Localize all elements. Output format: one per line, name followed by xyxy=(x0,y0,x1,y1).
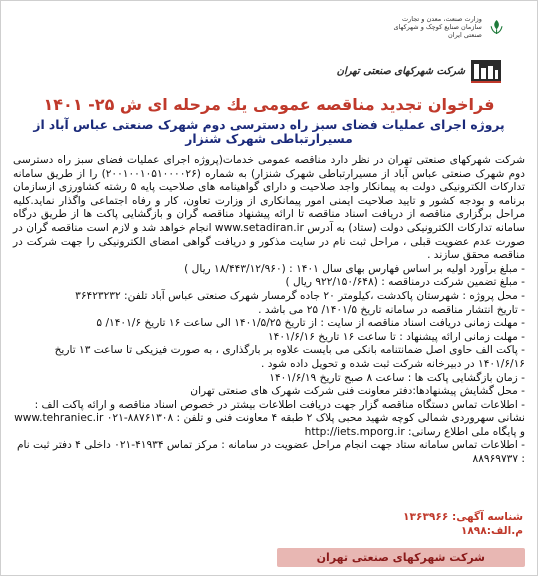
notice-subtitle: پروژه اجرای عملیات فضای سبز راه دسترسی دوم شهرک صنعتی عباس آباد از مسیرارتباطی شهرک شنزار xyxy=(33,118,505,146)
logo-area xyxy=(11,1,527,93)
company-logo-text: شرکت شهرکهای صنعتی تهران xyxy=(336,65,465,77)
item-setad-contact: - اطلاعات تماس سامانه ستاد جهت انجام مراحل عضویت در سامانه : مرکز تماس ۴۱۹۳۴-۰۲۱ داخلی ۴ دفتر ثبت نام : ۸۸۹۶۹۷۳۷ xyxy=(16,439,525,466)
item-contact-info: - اطلاعات تماس دستگاه مناقصه گزار جهت دریافت اطلاعات بیشتر در خصوص اسناد مناقصه و ارائه پاکت الف : نشانی سهروردی شمالی کوچه شهید محبی پلاک ۲ طبقه ۴ معاونت فنی و تلفن : ۸۸۷۶۱۳۰۸-۰۲۱ www.tehraniec.ir و پایگاه ملی اطلاع رسانی: http://iets.mporg.ir xyxy=(14,398,525,438)
notice-title: فراخوان تجدید مناقصه عمومی یك مرحله ای ش ۲۵- ۱۴۰۱ xyxy=(43,95,495,114)
notice-footer xyxy=(277,511,525,567)
item-document-deadline: - مهلت زمانی دریافت اسناد مناقصه از سایت : از تاریخ ۱۴۰۱/۵/۲۵ الی ساعت ۱۶ تاریخ ۱۴۰۱/۶/ ۵ xyxy=(96,317,525,330)
ministry-line-1: وزارت صنعت، معدن و تجارت xyxy=(401,15,482,23)
item-opening-time: - زمان بازگشایی پاکت ها : ساعت ۸ صبح تاریخ ۱۴۰۱/۶/۱۹ xyxy=(269,371,525,384)
ad-id: شناسه آگهی: ۱۳۶۳۹۶۶ xyxy=(403,511,523,523)
company-logo-icon xyxy=(469,54,503,88)
notice-items xyxy=(11,263,527,467)
company-logo xyxy=(337,53,503,89)
ref-number: م.الف:۱۸۹۸ xyxy=(460,524,523,537)
ministry-line-2: سازمان صنایع کوچک و شهرکهای صنعتی ایران xyxy=(393,23,482,39)
ministry-logo xyxy=(385,7,505,47)
item-opening-place: - محل گشایش پیشنهادها:دفتر معاونت فنی شرکت شهرک های صنعتی تهران xyxy=(190,385,525,398)
ministry-text xyxy=(385,15,482,39)
iran-emblem-icon xyxy=(488,16,505,38)
item-estimate: - مبلغ برآورد اولیه بر اساس فهارس بهای سال ۱۴۰۱ : (۱۸/۴۴۳/۱۲/۹۶۰ ریال ) xyxy=(184,262,525,275)
item-guarantee: - مبلغ تضمین شرکت درمناقصه : (۹۲۲/۱۵۰/۶۴۸ ریال ) xyxy=(285,276,525,289)
item-publish-date: - تاریخ انتشار مناقصه در سامانه تاریخ ۱۴۰۱/۵/ ۲۵ می باشد . xyxy=(258,303,525,316)
item-envelope-a: - پاکت الف حاوی اصل ضمانتنامه بانکی می بایست علاوه بر بارگذاری ، به صورت فیزیکی تا ساعت ۱۳ تاریخ ۱۴۰۱/۶/۱۶ در دبیرخانه شرکت ثبت شده و تحویل داده شود . xyxy=(54,344,525,370)
item-location: - محل پروژه : شهرستان پاکدشت ،کیلومتر ۲۰ جاده گرمسار شهرک صنعتی عباس آباد تلفن: ۳۶۴۲۳۲۳۲ xyxy=(75,289,525,302)
notice-intro: شرکت شهرکهای صنعتی تهران در نظر دارد مناقصه عمومی خدمات(پروژه اجرای عملیات فضای سبز راه دسترسی دوم شهرک صنعتی عباس آباد از مسیرارتباطی شهرک شنزار) به شماره (۲۰۰۱۰۰۱۰۵۱۰۰۰۰۲۶) را از طریق سامانه تدارکات الکترونیکی دولت به پیمانکار واجد صلاحیت و دارای گواهینامه های صلاحیت پایه ۵ رشته کشاورزی ازسازمان برنامه و بودجه کشور و تایید صلاحیت ایمنی امور پیمانکاری از وزارت تعاون، کار و رفاه اجتماعی واگذار نماید.کلیه مراحل برگزاری مناقصه از دریافت اسناد مناقصه تا ارائه پیشنهاد مناقصه گران و بازگشایی پاکت ها از طریق درگاه سامانه تدارکات الکترونیکی دولت (ستاد) به آدرس www.setadiran.ir انجام خواهد شد و لازم است مناقصه گران در صورت عدم عضویت قبلی ، مراحل ثبت نام در سایت مذکور و دریافت گواهی امضای الکترونیکی را جهت شرکت در مناقصه محقق سازند . xyxy=(13,154,526,262)
item-submission-deadline: - مهلت زمانی ارائه پیشنهاد : تا ساعت ۱۶ تاریخ ۱۴۰۱/۶/۱۶ xyxy=(267,330,525,343)
footer-company: شرکت شهرکهای صنعتی تهران xyxy=(277,548,525,567)
